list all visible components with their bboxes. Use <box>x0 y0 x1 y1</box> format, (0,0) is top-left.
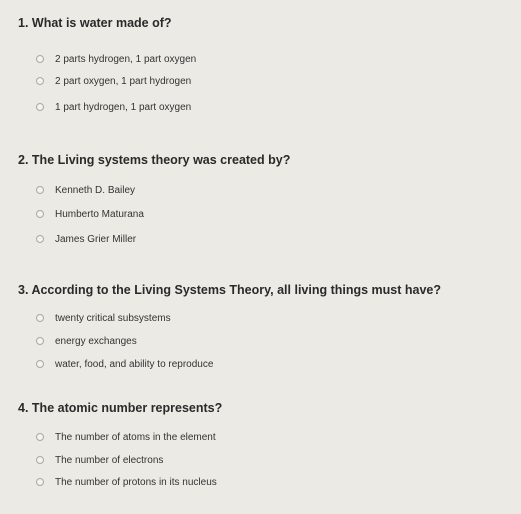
question-4-option-1[interactable] <box>36 430 216 444</box>
radio-button[interactable] <box>36 55 44 63</box>
question-3-option-1[interactable] <box>36 311 171 325</box>
question-2-option-1[interactable] <box>36 183 135 197</box>
question-3-option-2[interactable] <box>36 334 137 348</box>
radio-button[interactable] <box>36 77 44 85</box>
option-label: The number of protons in its nucleus <box>55 476 217 488</box>
radio-button[interactable] <box>36 210 44 218</box>
radio-button[interactable] <box>36 360 44 368</box>
question-2-number: 2. <box>18 153 29 167</box>
option-label: energy exchanges <box>55 335 137 347</box>
radio-button[interactable] <box>36 456 44 464</box>
question-4-number: 4. <box>18 401 29 415</box>
question-1-option-2[interactable] <box>36 74 191 88</box>
option-label: 2 part oxygen, 1 part hydrogen <box>55 75 192 87</box>
radio-button[interactable] <box>36 478 44 486</box>
option-label: Kenneth D. Bailey <box>55 184 136 196</box>
option-label: 2 parts hydrogen, 1 part oxygen <box>55 53 197 65</box>
option-label: The number of electrons <box>55 454 164 466</box>
radio-button[interactable] <box>36 235 44 243</box>
question-2-text: The Living systems theory was created by? <box>31 153 291 167</box>
radio-button[interactable] <box>36 433 44 441</box>
question-3-text: According to the Living Systems Theory, all living things must have? <box>31 283 442 297</box>
question-4-title <box>18 401 222 415</box>
radio-button[interactable] <box>36 186 44 194</box>
question-2-option-2[interactable] <box>36 207 144 221</box>
radio-button[interactable] <box>36 314 44 322</box>
question-3-title <box>18 283 441 297</box>
radio-button[interactable] <box>36 337 44 345</box>
question-2-option-3[interactable] <box>36 232 136 246</box>
option-label: water, food, and ability to reproduce <box>55 358 214 370</box>
option-label: The number of atoms in the element <box>55 431 216 443</box>
option-label: twenty critical subsystems <box>55 312 171 324</box>
question-3-number: 3. <box>18 283 29 297</box>
question-1-title <box>18 16 172 30</box>
question-4-option-2[interactable] <box>36 453 163 467</box>
question-1-option-1[interactable] <box>36 52 196 66</box>
option-label: 1 part hydrogen, 1 part oxygen <box>55 101 192 113</box>
option-label: Humberto Maturana <box>55 208 144 220</box>
question-1-option-3[interactable] <box>36 100 191 114</box>
option-label: James Grier Miller <box>55 233 137 245</box>
radio-button[interactable] <box>36 103 44 111</box>
question-2-title <box>18 153 290 167</box>
question-4-text: The atomic number represents? <box>31 401 223 415</box>
question-4-option-3[interactable] <box>36 475 217 489</box>
question-1-text: What is water made of? <box>31 16 172 30</box>
question-1-number: 1. <box>18 16 29 30</box>
question-3-option-3[interactable] <box>36 357 213 371</box>
